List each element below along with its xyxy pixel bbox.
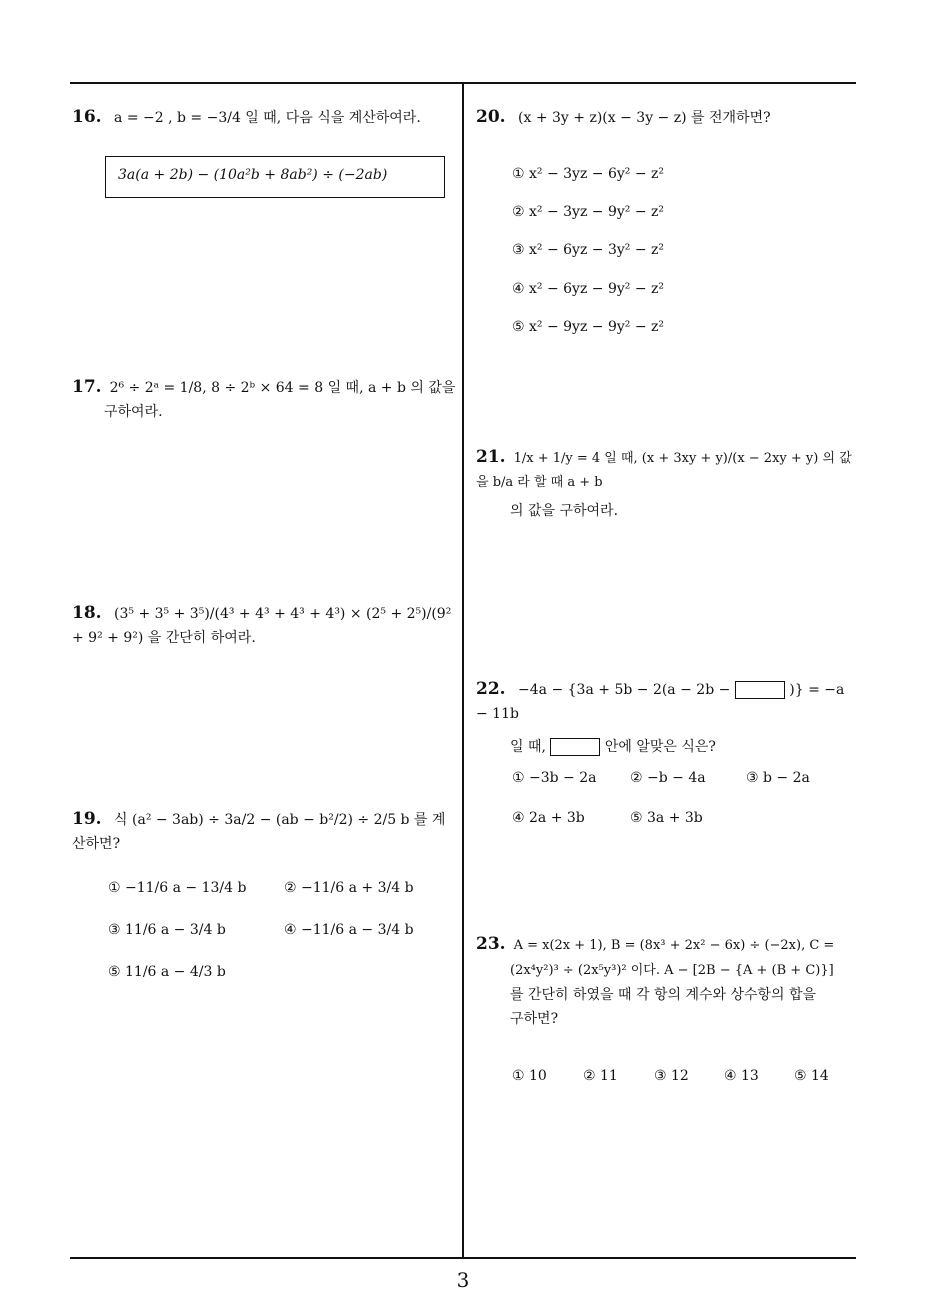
choice-1[interactable]: ① 10 <box>512 1068 547 1084</box>
choice-4[interactable]: ④ −11/6 a − 3/4 b <box>284 922 414 938</box>
question-text-part1: −4a − {3a + 5b − 2(a − 2b − <box>518 682 731 698</box>
question-text-line4: 구하면? <box>510 1011 559 1027</box>
question-text-line3: 를 간단히 하였을 때 각 항의 계수와 상수항의 합을 <box>510 986 817 1003</box>
question-text-line1: A = x(2x + 1), B = (8x³ + 2x² − 6x) ÷ (−2x), C = <box>513 938 835 953</box>
choice-3[interactable]: ③ 11/6 a − 3/4 b <box>108 922 226 938</box>
answer-blank-ref <box>550 738 600 756</box>
choice-2[interactable]: ② −11/6 a + 3/4 b <box>284 880 414 896</box>
choice-5[interactable]: ⑤ 3a + 3b <box>630 810 703 826</box>
choice-5[interactable]: ⑤ x² − 9yz − 9y² − z² <box>512 319 665 335</box>
question-number: 21. <box>476 447 506 467</box>
choice-5[interactable]: ⑤ 11/6 a − 4/3 b <box>108 964 226 980</box>
question-20 <box>476 104 860 131</box>
bottom-rule <box>70 1257 856 1259</box>
question-text-line1: 2⁶ ÷ 2ᵃ = 1/8, 8 ÷ 2ᵇ × 64 = 8 일 때, a + b 의 값을 <box>109 380 456 396</box>
choice-4[interactable]: ④ x² − 6yz − 9y² − z² <box>512 281 665 297</box>
choice-4[interactable]: ④ 2a + 3b <box>512 810 585 826</box>
question-17 <box>72 374 456 424</box>
choice-2[interactable]: ② 11 <box>583 1068 618 1084</box>
question-22 <box>476 676 860 758</box>
question-text-part4: 안에 알맞은 식은? <box>604 738 716 755</box>
choice-3[interactable]: ③ 12 <box>654 1068 689 1084</box>
choice-4[interactable]: ④ 13 <box>724 1068 759 1084</box>
question-text: 식 (a² − 3ab) ÷ 3a/2 − (ab − b²/2) ÷ 2/5 b 를 계산하면? <box>72 812 446 853</box>
choice-2[interactable]: ② −b − 4a <box>630 770 706 786</box>
question-19 <box>72 806 456 856</box>
choice-3[interactable]: ③ b − 2a <box>746 770 810 786</box>
choice-1[interactable]: ① −11/6 a − 13/4 b <box>108 880 247 896</box>
question-text: a = −2 , b = −3/4 일 때, 다음 식을 계산하여라. <box>114 110 421 126</box>
question-16 <box>72 104 452 131</box>
question-number: 20. <box>476 107 506 127</box>
choice-2[interactable]: ② x² − 3yz − 9y² − z² <box>512 204 665 220</box>
expression-box: 3a(a + 2b) − (10a²b + 8ab²) ÷ (−2ab) <box>105 156 445 198</box>
question-number: 22. <box>476 679 506 699</box>
question-text-part3: 일 때, <box>510 738 546 755</box>
question-number: 16. <box>72 107 102 127</box>
answer-blank <box>735 681 785 699</box>
question-18 <box>72 600 456 650</box>
question-text-line1: 1/x + 1/y = 4 일 때, (x + 3xy + y)/(x − 2xy + y) 의 값을 b/a 라 할 때 a + b <box>476 451 852 491</box>
question-number: 18. <box>72 603 102 623</box>
question-21 <box>476 444 860 522</box>
choice-1[interactable]: ① −3b − 2a <box>512 770 597 786</box>
page-number: 3 <box>456 1268 470 1292</box>
question-number: 17. <box>72 377 102 397</box>
question-text: (x + 3y + z)(x − 3y − z) 를 전개하면? <box>518 110 771 126</box>
question-text-line2: 의 값을 구하여라. <box>510 502 619 519</box>
question-text: (3⁵ + 3⁵ + 3⁵)/(4³ + 4³ + 4³ + 4³) × (2⁵ + 2⁵)/(9² + 9² + 9²) 을 간단히 하여라. <box>72 606 452 647</box>
question-text-line2: 구하여라. <box>104 404 163 421</box>
question-text-part2: )} = −a − 11b <box>476 682 845 723</box>
choice-3[interactable]: ③ x² − 6yz − 3y² − z² <box>512 242 665 258</box>
choice-1[interactable]: ① x² − 3yz − 6y² − z² <box>512 166 665 182</box>
question-23 <box>476 930 866 1032</box>
question-number: 23. <box>476 934 506 954</box>
column-divider <box>462 82 464 1258</box>
question-text-line2: (2x⁴y²)³ ÷ (2x⁵y³)² 이다. A − [2B − {A + (B + C)}] <box>510 962 834 978</box>
choice-5[interactable]: ⑤ 14 <box>794 1068 829 1084</box>
question-number: 19. <box>72 809 102 829</box>
